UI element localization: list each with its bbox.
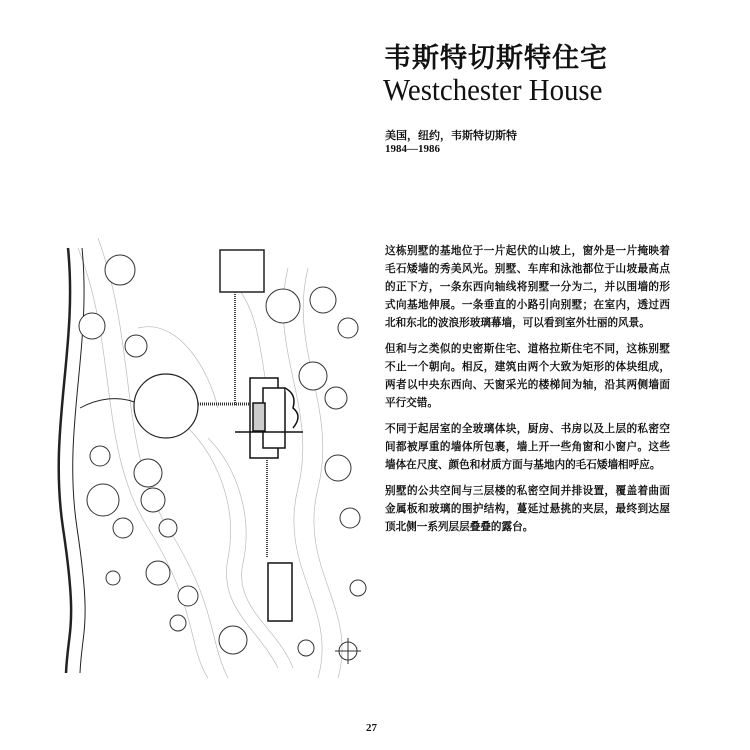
location: 美国，纽约，韦斯特切斯特	[385, 129, 517, 142]
road	[59, 248, 71, 673]
house-plan	[235, 378, 303, 458]
paragraph: 别墅的公共空间与三层楼的私密空间并排设置，覆盖着曲面金属板和玻璃的围护结构，蔓延过悬挑的夹层，最终到达屋顶北侧一系列层层叠叠的露台。	[385, 485, 670, 533]
contour-lines	[78, 238, 342, 678]
north-arrow-icon	[335, 638, 361, 664]
drive-circle	[134, 374, 198, 438]
title-english: Westchester House	[383, 72, 603, 107]
body-text	[385, 242, 670, 544]
years: 1984—1986	[385, 143, 440, 155]
site-plan-drawing	[38, 228, 378, 678]
paragraph: 但和与之类似的史密斯住宅、道格拉斯住宅不同，这栋别墅不止一个朝向。相反，建筑由两个大致为矩形的体块组成，两者以中央东西向、天窗采光的楼梯间为轴，沿其两侧墙面平行交错。	[385, 343, 670, 409]
paragraph: 不同于起居室的全玻璃体块，厨房、书房以及上层的私密空间都被厚重的墙体所包裹，墙上开一些角窗和小窗户。这些墙体在尺度、颜色和材质方面与基地内的毛石矮墙相呼应。	[385, 423, 670, 471]
title-chinese: 韦斯特切斯特住宅	[384, 43, 608, 74]
garage	[220, 250, 264, 292]
paragraph: 这栋别墅的基地位于一片起伏的山坡上，窗外是一片掩映着毛石矮墙的秀美风光。别墅、车库和泳池都位于山坡最高点的正下方，一条东西向轴线将别墅一分为二，并以围墙的形式向基地伸展。一条垂直的小路引向别墅；在室内，透过西北和东北的波浪形玻璃幕墙，可以看到室外壮丽的风景。	[385, 245, 670, 329]
page-number: 27	[366, 722, 377, 734]
pool	[268, 563, 292, 621]
